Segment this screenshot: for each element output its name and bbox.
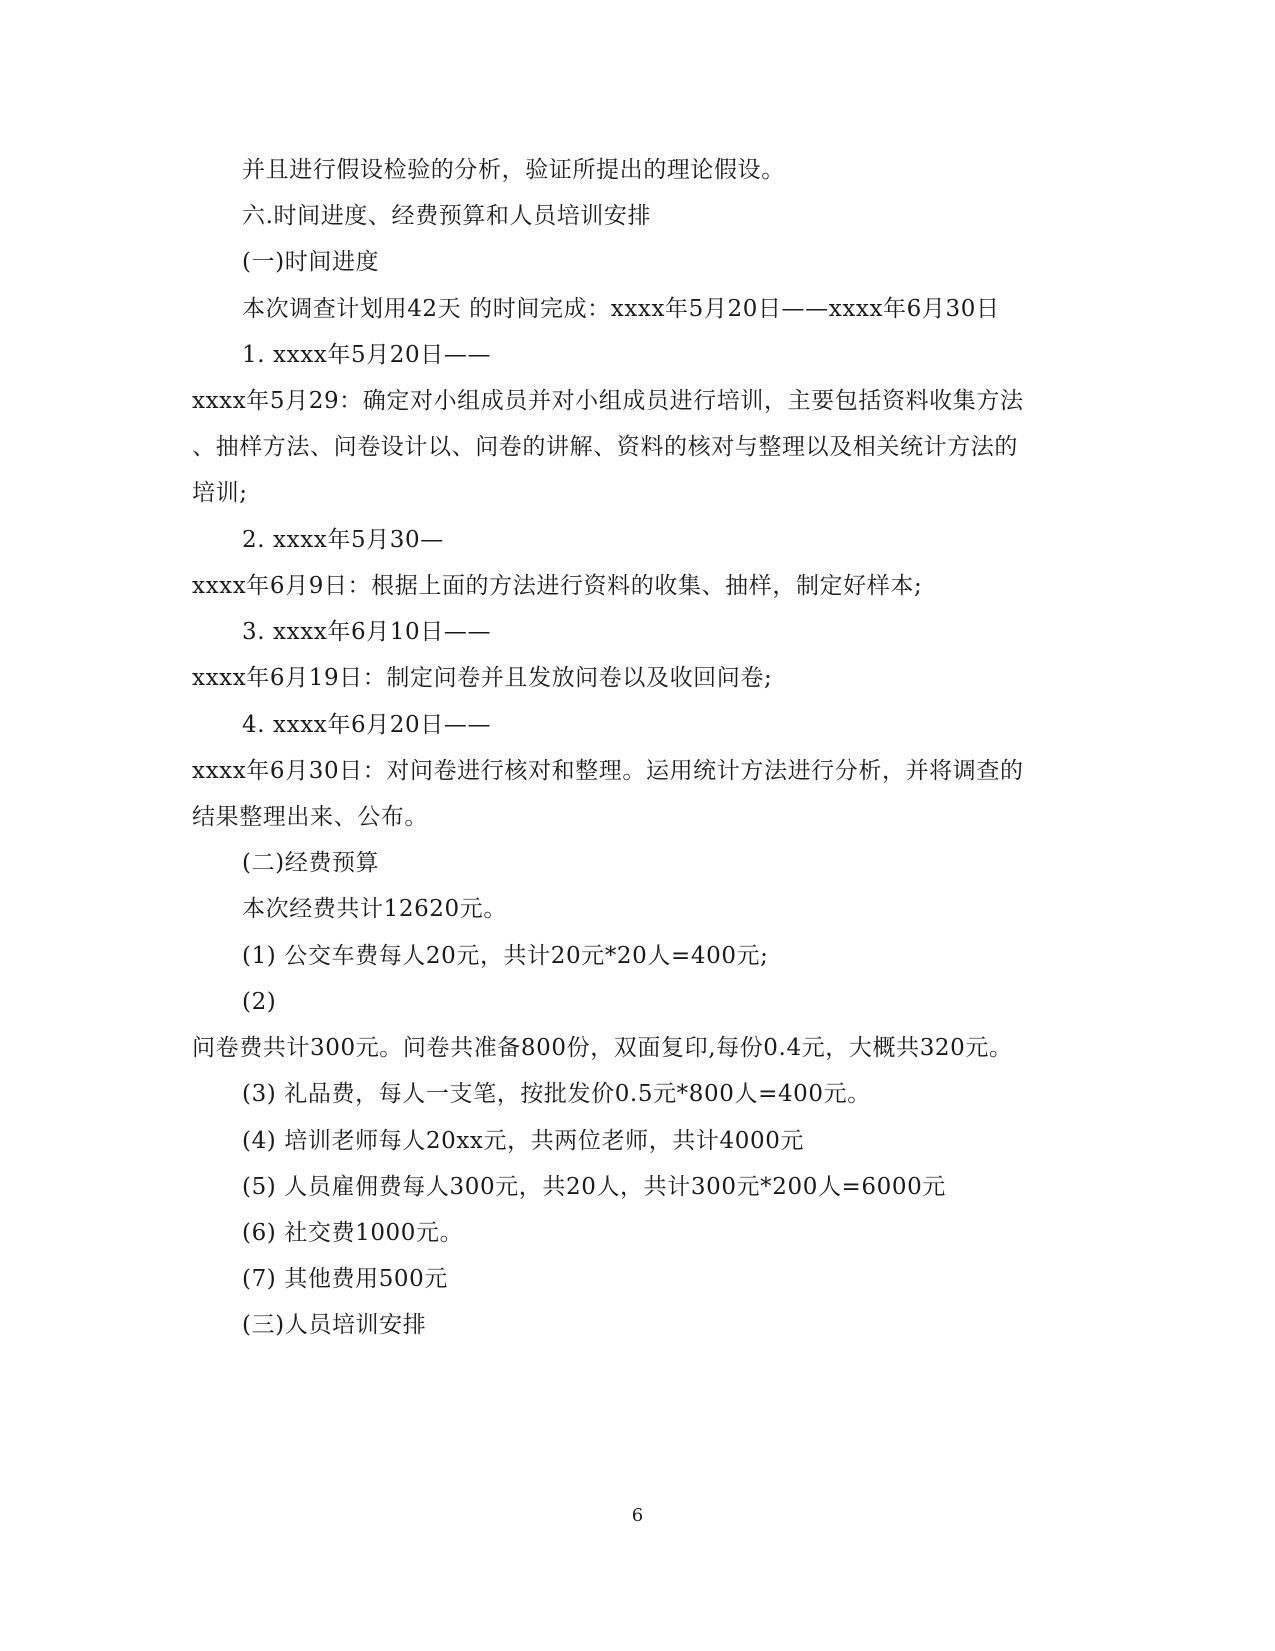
list-item: (5) 人员雇佣费每人300元，共20人，共计300元*200人=6000元 <box>242 1174 946 1200</box>
paragraph-line: 并且进行假设检验的分析，验证所提出的理论假设。 <box>242 157 785 183</box>
list-item: (7) 其他费用500元 <box>242 1266 448 1292</box>
list-item: (4) 培训老师每人20xx元，共两位老师，共计4000元 <box>242 1128 805 1154</box>
paragraph-line: 本次调查计划用42天 的时间完成：xxxx年5月20日——xxxx年6月30日 <box>242 296 1000 322</box>
subsection-heading: (一)时间进度 <box>242 249 380 275</box>
list-item: (1) 公交车费每人20元，共计20元*20人=400元; <box>242 943 769 969</box>
list-item: 3. xxxx年6月10日—— <box>242 619 492 645</box>
paragraph-line: 问卷费共计300元。问卷共准备800份，双面复印,每份0.4元，大概共320元。 <box>192 1035 1013 1061</box>
paragraph-line: xxxx年6月9日：根据上面的方法进行资料的收集、抽样，制定好样本; <box>192 573 923 599</box>
list-item: 4. xxxx年6月20日—— <box>242 712 492 738</box>
section-heading: 六.时间进度、经费预算和人员培训安排 <box>242 203 652 229</box>
paragraph-line: xxxx年5月29：确定对小组成员并对小组成员进行培训，主要包括资料收集方法 <box>192 388 1024 414</box>
list-item: 2. xxxx年5月30— <box>242 527 444 553</box>
paragraph-line: xxxx年6月30日：对问卷进行核对和整理。运用统计方法进行分析，并将调查的 <box>192 758 1024 784</box>
list-item: (6) 社交费1000元。 <box>242 1220 464 1246</box>
paragraph-line: 培训; <box>192 480 248 506</box>
list-item: (2) <box>242 989 277 1015</box>
paragraph-line: 本次经费共计12620元。 <box>242 896 507 922</box>
page-number: 6 <box>631 1505 644 1526</box>
paragraph-line: 结果整理出来、公布。 <box>192 804 428 830</box>
paragraph-line: 、抽样方法、问卷设计以、问卷的讲解、资料的核对与整理以及相关统计方法的 <box>192 434 1018 460</box>
list-item: 1. xxxx年5月20日—— <box>242 342 492 368</box>
subsection-heading: (三)人员培训安排 <box>242 1312 427 1338</box>
list-item: (3) 礼品费，每人一支笔，按批发价0.5元*800人=400元。 <box>242 1081 871 1107</box>
paragraph-line: xxxx年6月19日：制定问卷并且发放问卷以及收回问卷; <box>192 665 773 691</box>
subsection-heading: (二)经费预算 <box>242 850 380 876</box>
